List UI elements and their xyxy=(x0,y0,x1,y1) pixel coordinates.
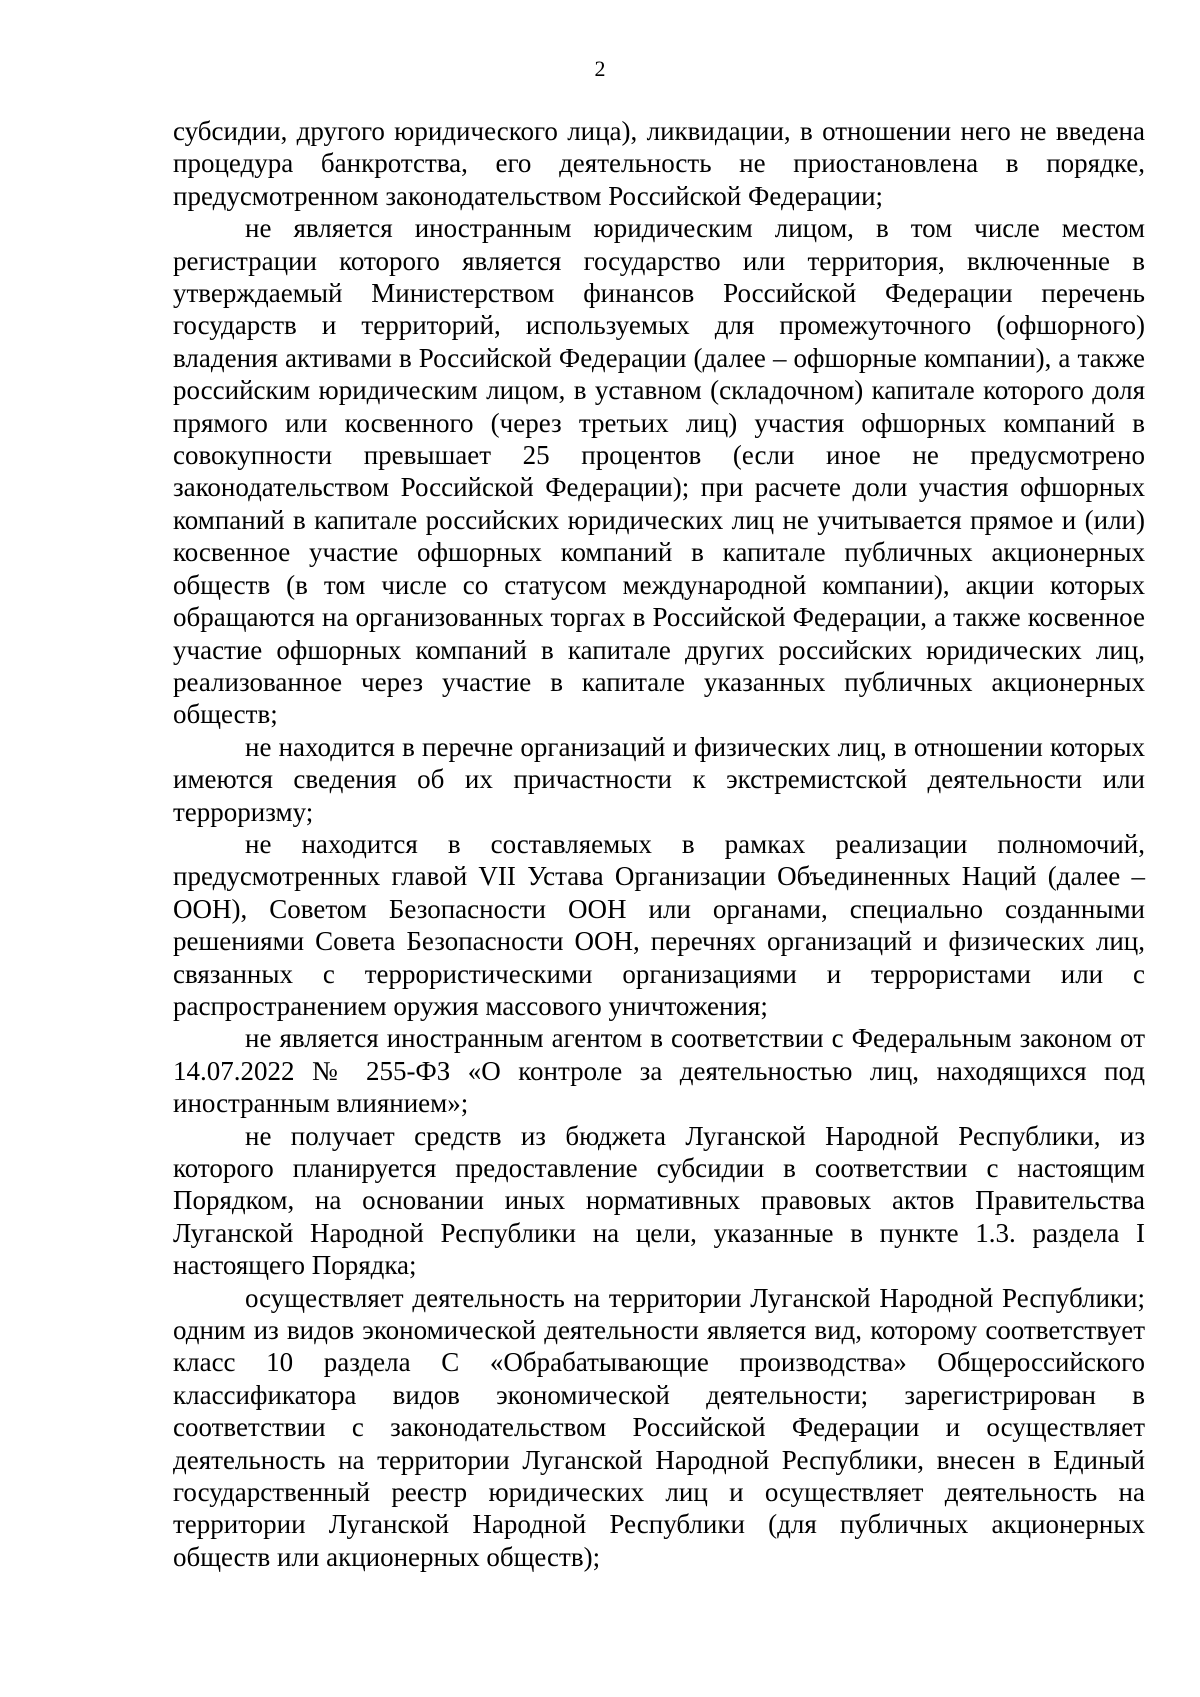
page-number: 2 xyxy=(594,56,606,81)
paragraph-un-sanctions-list: не находится в составляемых в рамках реализации полномочий, предусмотренных главой VII Устава Организации Объединенных Наций (далее – ООН), Советом Безопасности ООН или органами, специально созданными решениями Совета Безопасности ООН, перечнях организаций и физических лиц, связанных с террористическими организациями и террористами или с распространением оружия массового уничтожения; xyxy=(173,828,1145,1021)
paragraph-activity-territory: осуществляет деятельность на территории Луганской Народной Республики; одним из видов экономической деятельности является вид, которому соответствует класс 10 раздела C «Обрабатывающие производства» Общероссийского классификатора видов экономической деятельности; зарегистрирован в соответствии с законодательством Российской Федерации и осуществляет деятельность на территории Луганской Народной Республики, внесен в Единый государственный реестр юридических лиц и осуществляет деятельность на территории Луганской Народной Республики (для публичных акционерных обществ или акционерных обществ); xyxy=(173,1282,1145,1572)
paragraph-foreign-agent: не является иностранным агентом в соответствии с Федеральным законом от 14.07.2022 № 255-ФЗ «О контроле за деятельностью лиц, находящихся под иностранным влиянием»; xyxy=(173,1023,1145,1119)
paragraph-offshore-criteria: не является иностранным юридическим лицом, в том числе местом регистрации которого является государство или территория, включенные в утверждаемый Министерством финансов Российской Федерации перечень государств и территорий, используемых для промежуточного (офшорного) владения активами в Российской Федерации (далее – офшорные компании), а также российским юридическим лицом, в уставном (складочном) капитале которого доля прямого или косвенного (через третьих лиц) участия офшорных компаний в совокупности превышает 25 процентов (если иное не предусмотрено законодательством Российской Федерации); при расчете доли участия офшорных компаний в капитале российских юридических лиц не учитывается прямое и (или) косвенное участие офшорных компаний в капитале публичных акционерных обществ (в том числе со статусом международной компании), акции которых обращаются на организованных торгах в Российской Федерации, а также косвенное участие офшорных компаний в капитале других российских юридических лиц, реализованное через участие в капитале указанных публичных акционерных обществ; xyxy=(173,213,1145,730)
document-body xyxy=(173,115,1145,1573)
paragraph-continuation: субсидии, другого юридического лица), ликвидации, в отношении него не введена процедура банкротства, его деятельность не приостановлена в порядке, предусмотренном законодательством Российской Федерации; xyxy=(173,116,1145,211)
paragraph-budget-funds: не получает средств из бюджета Луганской Народной Республики, из которого планируется предоставление субсидии в соответствии с настоящим Порядком, на основании иных нормативных правовых актов Правительства Луганской Народной Республики на цели, указанные в пункте 1.3. раздела I настоящего Порядка; xyxy=(173,1120,1145,1281)
paragraph-extremism-list: не находится в перечне организаций и физических лиц, в отношении которых имеются сведения об их причастности к экстремистской деятельности или терроризму; xyxy=(173,731,1145,827)
